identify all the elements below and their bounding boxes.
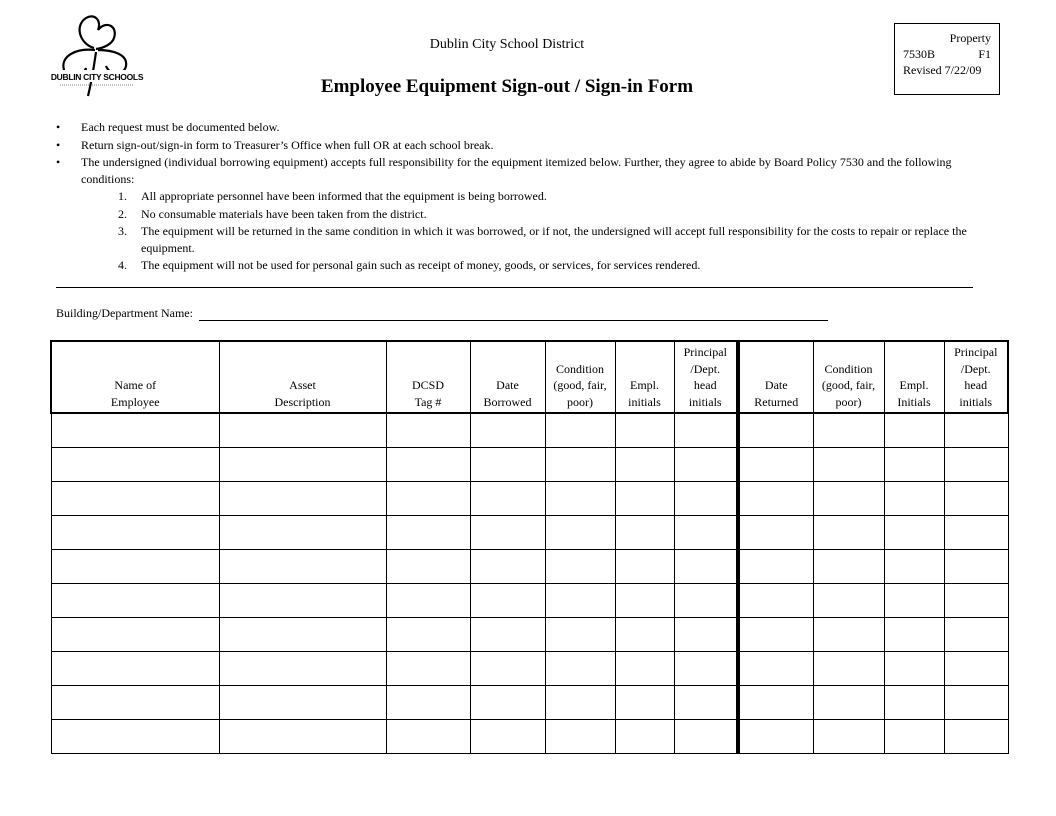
column-header-line: Name of: [114, 378, 157, 392]
instructions: [56, 119, 996, 275]
condition-item: 1. All appropriate personnel have been informed that the equipment is being borrowed.: [118, 189, 547, 203]
table-cell[interactable]: [884, 516, 944, 550]
table-cell[interactable]: [470, 686, 545, 720]
table-row: [51, 618, 1008, 652]
table-cell[interactable]: [738, 482, 813, 516]
table-cell[interactable]: [944, 584, 1008, 618]
table-cell[interactable]: [615, 618, 674, 652]
column-header-line: Employee: [110, 394, 160, 409]
table-cell[interactable]: [944, 516, 1008, 550]
table-cell[interactable]: [674, 448, 738, 482]
table-cell[interactable]: [470, 652, 545, 686]
table-cell[interactable]: [813, 720, 884, 754]
table-cell[interactable]: [470, 448, 545, 482]
column-header-line: head: [964, 378, 988, 392]
table-cell[interactable]: [615, 686, 674, 720]
table-cell[interactable]: [884, 652, 944, 686]
table-cell[interactable]: [674, 652, 738, 686]
table-cell[interactable]: [545, 448, 615, 482]
column-header-line: poor): [835, 394, 862, 409]
column-header-line: DCSD: [411, 378, 444, 392]
table-cell[interactable]: [615, 516, 674, 550]
building-label: Building/Department Name:: [56, 306, 193, 320]
table-cell[interactable]: [386, 516, 470, 550]
column-header-line: (good, fair,: [553, 378, 607, 392]
table-cell[interactable]: [470, 516, 545, 550]
table-row: [51, 482, 1008, 516]
building-name-input[interactable]: [199, 306, 828, 321]
table-cell[interactable]: [545, 720, 615, 754]
table-cell[interactable]: [51, 516, 219, 550]
table-cell[interactable]: [674, 516, 738, 550]
condition-item: 4. The equipment will not be used for personal gain such as receipt of money, goods, or services, for services rendered.: [118, 258, 701, 272]
table-cell[interactable]: [470, 482, 545, 516]
table-cell[interactable]: [51, 482, 219, 516]
table-cell[interactable]: [813, 482, 884, 516]
table-cell[interactable]: [545, 652, 615, 686]
table-cell[interactable]: [884, 686, 944, 720]
table-cell[interactable]: [51, 413, 219, 448]
table-cell[interactable]: [51, 686, 219, 720]
table-cell[interactable]: [219, 652, 386, 686]
table-cell[interactable]: [219, 720, 386, 754]
table-cell[interactable]: [813, 584, 884, 618]
column-header-line: Asset: [289, 378, 316, 392]
table-cell[interactable]: [944, 550, 1008, 584]
table-cell[interactable]: [470, 618, 545, 652]
column-header-line: Returned: [754, 394, 799, 409]
table-cell[interactable]: [738, 550, 813, 584]
instruction-item: • Each request must be documented below.: [56, 120, 280, 134]
table-cell[interactable]: [738, 720, 813, 754]
table-cell[interactable]: [219, 584, 386, 618]
table-row: [51, 448, 1008, 482]
table-cell[interactable]: [674, 686, 738, 720]
table-cell[interactable]: [738, 686, 813, 720]
table-cell[interactable]: [738, 413, 813, 448]
column-header-line: Date: [496, 378, 519, 392]
table-cell[interactable]: [386, 686, 470, 720]
district-name: Dublin City School District: [429, 37, 585, 52]
table-cell[interactable]: [545, 413, 615, 448]
table-cell[interactable]: [386, 618, 470, 652]
table-cell[interactable]: [674, 482, 738, 516]
column-header-line: Condition: [555, 361, 604, 376]
table-cell[interactable]: [674, 550, 738, 584]
column-header: [813, 341, 884, 413]
table-row: [51, 516, 1008, 550]
table-body: [51, 413, 1008, 754]
logo-text: DUBLIN CITY SCHOOLS: [50, 72, 144, 82]
table-cell[interactable]: [674, 584, 738, 618]
column-header: [944, 341, 1008, 413]
column-header-line: Empl.: [630, 378, 659, 392]
table-row: [51, 550, 1008, 584]
column-header-line: Principal: [954, 345, 998, 359]
table-row: [51, 413, 1008, 448]
table-cell[interactable]: [738, 448, 813, 482]
column-header-line: Initials: [897, 394, 931, 409]
table-cell[interactable]: [386, 652, 470, 686]
column-header-line: /Dept.: [960, 361, 991, 376]
table-cell[interactable]: [386, 448, 470, 482]
table-cell[interactable]: [884, 448, 944, 482]
table-cell[interactable]: [615, 720, 674, 754]
table-cell[interactable]: [944, 720, 1008, 754]
instruction-item: • The undersigned (individual borrowing equipment) accepts full responsibility for the equipment itemized below. Further, they agree to abide by Board Policy 7530 and the following conditions:: [56, 155, 952, 186]
column-header-line: /Dept.: [690, 361, 721, 376]
condition-item: 2. No consumable materials have been taken from the district.: [118, 206, 427, 221]
table-row: [51, 720, 1008, 754]
table-cell[interactable]: [51, 652, 219, 686]
column-header-line: Condition: [824, 361, 873, 376]
table-cell[interactable]: [470, 720, 545, 754]
table-cell[interactable]: [615, 482, 674, 516]
table-cell[interactable]: [884, 550, 944, 584]
table-cell[interactable]: [738, 618, 813, 652]
table-cell[interactable]: [738, 584, 813, 618]
property-label: Property: [949, 31, 991, 45]
table-cell[interactable]: [674, 720, 738, 754]
column-header-line: initials: [688, 394, 722, 409]
table-cell[interactable]: [944, 652, 1008, 686]
table-cell[interactable]: [813, 618, 884, 652]
table-cell[interactable]: [219, 413, 386, 448]
table-row: [51, 652, 1008, 686]
table-cell[interactable]: [545, 584, 615, 618]
table-cell[interactable]: [615, 448, 674, 482]
column-header: [884, 341, 944, 413]
equipment-log-table: [50, 340, 1009, 754]
column-header: [674, 341, 738, 413]
column-header-line: Borrowed: [483, 394, 532, 409]
table-cell[interactable]: [813, 550, 884, 584]
table-cell[interactable]: [219, 448, 386, 482]
table-cell[interactable]: [884, 482, 944, 516]
table-cell[interactable]: [813, 652, 884, 686]
policy-code: 7530B: [903, 47, 936, 61]
column-header-line: Date: [764, 378, 788, 392]
table-cell[interactable]: [674, 413, 738, 448]
table-cell[interactable]: [51, 618, 219, 652]
table-cell[interactable]: [944, 413, 1008, 448]
condition-item: 3. The equipment will be returned in the same condition in which it was borrowed, or if not, the undersigned will accept full responsibility for the costs to repair or replace the equipment.: [118, 224, 967, 255]
table-cell[interactable]: [944, 686, 1008, 720]
table-cell[interactable]: [219, 686, 386, 720]
column-header-line: initials: [959, 394, 993, 409]
table-cell[interactable]: [884, 618, 944, 652]
table-cell[interactable]: [944, 618, 1008, 652]
table-cell[interactable]: [219, 618, 386, 652]
table-cell[interactable]: [386, 720, 470, 754]
table-cell[interactable]: [470, 550, 545, 584]
table-cell[interactable]: [386, 482, 470, 516]
table-cell[interactable]: [615, 550, 674, 584]
instruction-item: • Return sign-out/sign-in form to Treasurer’s Office when full OR at each school break.: [56, 137, 494, 152]
table-cell[interactable]: [386, 413, 470, 448]
column-header: [51, 341, 219, 413]
table-cell[interactable]: [545, 618, 615, 652]
column-header-line: (good, fair,: [821, 378, 876, 392]
table-cell[interactable]: [545, 516, 615, 550]
divider-line: [56, 287, 973, 288]
column-header-line: Empl.: [899, 378, 929, 392]
table-cell[interactable]: [884, 584, 944, 618]
table-cell[interactable]: [813, 448, 884, 482]
property-box: [894, 23, 1000, 95]
table-cell[interactable]: [219, 516, 386, 550]
table-cell[interactable]: [219, 550, 386, 584]
column-header-line: head: [693, 378, 717, 392]
column-header-line: Tag #: [414, 394, 442, 409]
table-cell[interactable]: [674, 618, 738, 652]
table-cell[interactable]: [813, 516, 884, 550]
table-cell[interactable]: [738, 652, 813, 686]
table-cell[interactable]: [944, 482, 1008, 516]
table-cell[interactable]: [615, 652, 674, 686]
table-row: [51, 584, 1008, 618]
table-cell[interactable]: [51, 720, 219, 754]
table-cell[interactable]: [615, 584, 674, 618]
column-header-line: Principal: [683, 345, 727, 359]
table-cell[interactable]: [51, 448, 219, 482]
table-cell[interactable]: [545, 482, 615, 516]
column-header-line: poor): [567, 394, 593, 409]
table-cell[interactable]: [944, 448, 1008, 482]
table-cell[interactable]: [813, 686, 884, 720]
table-cell[interactable]: [884, 413, 944, 448]
column-header: [386, 341, 470, 413]
table-cell[interactable]: [386, 584, 470, 618]
table-cell[interactable]: [219, 482, 386, 516]
column-header-line: initials: [628, 394, 661, 409]
table-cell[interactable]: [545, 550, 615, 584]
table-cell[interactable]: [615, 413, 674, 448]
form-title: Employee Equipment Sign-out / Sign-in Form: [320, 76, 694, 97]
form-code: F1: [978, 47, 991, 61]
table-header-row: [51, 341, 1008, 413]
table-cell[interactable]: [470, 584, 545, 618]
table-cell[interactable]: [545, 686, 615, 720]
column-header: [738, 341, 813, 413]
table-cell[interactable]: [51, 584, 219, 618]
table-cell[interactable]: [813, 413, 884, 448]
table-cell[interactable]: [884, 720, 944, 754]
table-cell[interactable]: [51, 550, 219, 584]
table-cell[interactable]: [738, 516, 813, 550]
column-header: [219, 341, 386, 413]
building-field: [56, 306, 828, 321]
column-header: [470, 341, 545, 413]
column-header-line: Description: [274, 394, 331, 409]
column-header: [545, 341, 615, 413]
table-row: [51, 686, 1008, 720]
revised-date: Revised 7/22/09: [903, 63, 982, 77]
column-header: [615, 341, 674, 413]
table-cell[interactable]: [470, 413, 545, 448]
table-cell[interactable]: [386, 550, 470, 584]
